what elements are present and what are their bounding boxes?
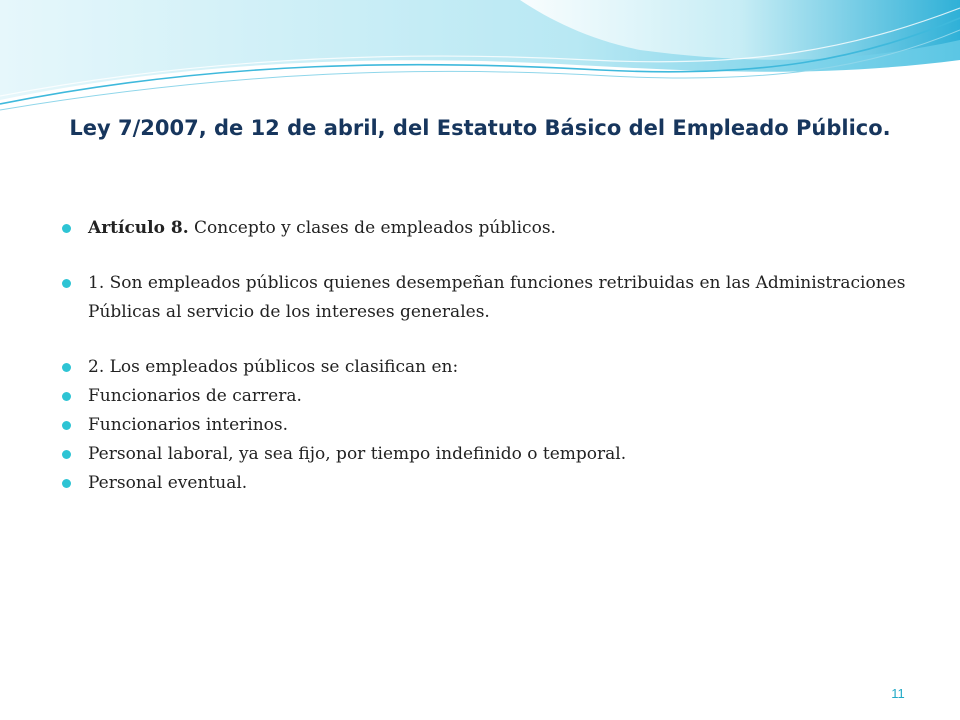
list-item — [62, 353, 922, 382]
bullet-dot-icon — [62, 450, 71, 459]
list-item-text: Funcionarios interinos. — [88, 415, 289, 435]
bullet-dot-icon — [62, 279, 71, 288]
article-label: Artículo 8. — [88, 218, 189, 238]
list-item — [62, 411, 922, 440]
list-item-text: 1. Son empleados públicos quienes desempeñan funciones retribuidas en las Administraciones Públicas al servicio de los intereses generales. — [88, 273, 906, 322]
list-item-text: 2. Los empleados públicos se clasifican en: — [88, 357, 459, 377]
list-item-article — [62, 214, 922, 243]
bullet-dot-icon — [62, 363, 71, 372]
bullet-dot-icon — [62, 479, 71, 488]
bullet-dot-icon — [62, 421, 71, 430]
page-number: 11 — [891, 686, 905, 701]
list-item-text: Personal eventual. — [88, 473, 248, 493]
list-item — [62, 382, 922, 411]
list-item-text: Personal laboral, ya sea fijo, por tiempo indefinido o temporal. — [88, 444, 627, 464]
slide-title: Ley 7/2007, de 12 de abril, del Estatuto Básico del Empleado Público. — [69, 116, 891, 140]
list-item — [62, 440, 922, 469]
article-heading: Concepto y clases de empleados públicos. — [194, 218, 556, 238]
bullet-list — [62, 214, 922, 498]
list-item-text: Funcionarios de carrera. — [88, 386, 302, 406]
bullet-dot-icon — [62, 392, 71, 401]
list-item — [62, 269, 922, 327]
bullet-dot-icon — [62, 224, 71, 233]
list-item — [62, 469, 922, 498]
header-wave-decoration — [0, 0, 960, 120]
